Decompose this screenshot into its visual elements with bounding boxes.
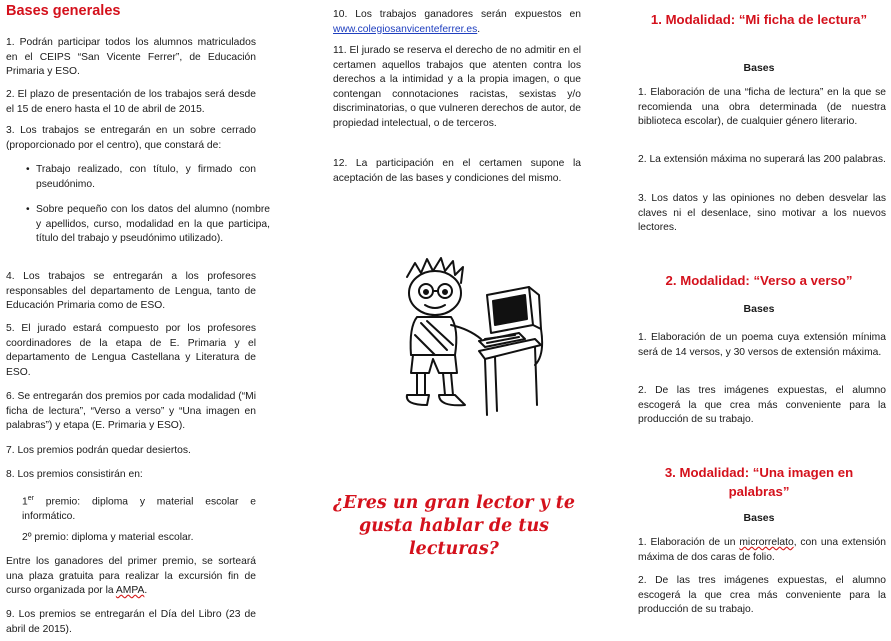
modality-1-rule-1: 1. Elaboración de una “ficha de lectura” en la que se recomienda una obra determinada (de nuestra biblioteca escolar), de cualquier género literario. xyxy=(638,87,886,128)
first-prize-ordinal: er xyxy=(27,495,34,502)
modalities-column xyxy=(630,0,888,641)
rule-2: 2. El plazo de presentación de los trabajos será desde el 15 de enero hasta el 10 de abril de 2015. xyxy=(6,89,256,115)
modality-3-rule-1-text: 1. Elaboración de un xyxy=(638,537,740,548)
rule-9: 9. Los premios se entregarán el Día del Libro (23 de abril de 2015). xyxy=(6,609,256,635)
modality-3-rule-1 xyxy=(638,536,886,565)
modality-1-bases-heading: Bases xyxy=(743,62,775,74)
rule-10-period: . xyxy=(477,23,481,35)
bullet-icon: • xyxy=(26,164,30,175)
rule-3-bullet-1 xyxy=(22,163,256,192)
rule-6: 6. Se entregarán dos premios por cada modalidad (“Mi ficha de lectura”, “Verso a verso” y “Una imagen en palabras”) y etapa (E. Primaria y ESO). xyxy=(6,391,256,432)
middle-column xyxy=(325,0,583,641)
rule-8: 8. Los premios consistirán en: xyxy=(6,469,143,480)
rule-3-bullet-2 xyxy=(22,203,270,247)
raffle-text-main: Entre los ganadores del primer premio, se sorteará una plaza gratuita para realizar la excursión fin de curso organizada por la xyxy=(6,556,256,597)
second-prize: 2º premio: diploma y material escolar. xyxy=(22,532,194,543)
general-rules-title: Bases generales xyxy=(6,3,121,19)
modality-3-title: 3. Modalidad: “Una imagen en palabras” xyxy=(664,465,854,499)
rule-11: 11. El jurado se reserva el derecho de no admitir en el certamen aquellos trabajos que atenten contra los derechos a la intimidad y a la propia imagen, o que contengan connotaciones racistas, sexistas y/o discriminatorias, o que vulneren derechos de autor, de propiedad intelectual, o de terceros. xyxy=(333,45,581,129)
first-prize xyxy=(22,492,256,525)
rule-10-text: 10. Los trabajos ganadores serán expuestos en xyxy=(333,9,581,20)
ampa-word: AMPA xyxy=(115,585,145,597)
microrrelato-word: microrrelato xyxy=(739,537,794,548)
boy-with-computer-illustration xyxy=(395,255,545,425)
bullet-icon: • xyxy=(26,204,30,215)
rule-3-bullet-2-text: Sobre pequeño con los datos del alumno (nombre y apellidos, curso, modalidad en la que participa, título del trabajo y pseudónimo utilizado). xyxy=(36,204,270,245)
rule-10 xyxy=(333,8,581,37)
modality-1-rule-2: 2. La extensión máxima no superará las 200 palabras. xyxy=(638,154,886,165)
rule-12: 12. La participación en el certamen supone la aceptación de las bases y condiciones del mismo. xyxy=(333,158,581,184)
modality-1-title: 1. Modalidad: “Mi ficha de lectura” xyxy=(650,12,868,27)
first-prize-text: premio: diploma y material escolar e informático. xyxy=(22,496,256,523)
rule-5: 5. El jurado estará compuesto por los profesores coordinadores de la etapa de E. Primaria y el departamento de Lengua Castellana y Literatura de ESO. xyxy=(6,323,256,378)
general-rules-column xyxy=(0,0,270,641)
modality-3-rule-1-rest: , con una extensión máxima de dos caras de folio. xyxy=(638,537,886,563)
modality-1-rule-3: 3. Los datos y las opiniones no deben desvelar las claves ni el desenlace, sino motivar a los nuevos lectores. xyxy=(638,193,886,234)
raffle-period: . xyxy=(144,585,148,597)
rule-7: 7. Los premios podrán quedar desiertos. xyxy=(6,445,191,456)
modality-2-bases-heading: Bases xyxy=(743,303,775,315)
rule-4: 4. Los trabajos se entregarán a los profesores responsables del departamento de Lengua, tanto de Educación Primaria como de ESO. xyxy=(6,271,256,312)
modality-2-rule-1: 1. Elaboración de un poema cuya extensión mínima será de 14 versos, y 30 versos de extensión máxima. xyxy=(638,332,886,358)
slogan-question: ¿Eres un gran lector y te gusta hablar de tus lecturas? xyxy=(332,493,576,559)
rule-3-bullet-1-text: Trabajo realizado, con título, y firmado con pseudónimo. xyxy=(36,164,256,190)
modality-2-rule-2: 2. De las tres imágenes expuestas, el alumno escogerá la que crea más conveniente para la producción de su trabajo. xyxy=(638,385,886,426)
first-prize-number: 1 xyxy=(22,496,28,508)
rule-1: 1. Podrán participar todos los alumnos matriculados en el CEIPS “San Vicente Ferrer”, de Educación Primaria y ESO. xyxy=(6,37,256,78)
raffle-text xyxy=(6,555,256,599)
school-website-link[interactable]: www.colegiosanvicenteferrer.es xyxy=(333,23,478,35)
rule-3: 3. Los trabajos se entregarán en un sobre cerrado (proporcionado por el centro), que constará de: xyxy=(6,125,256,151)
modality-3-rule-2: 2. De las tres imágenes expuestas, el alumno escogerá la que crea más conveniente para la producción de su trabajo. xyxy=(638,575,886,616)
modality-3-bases-heading: Bases xyxy=(743,512,775,524)
modality-2-title: 2. Modalidad: “Verso a verso” xyxy=(665,273,853,288)
